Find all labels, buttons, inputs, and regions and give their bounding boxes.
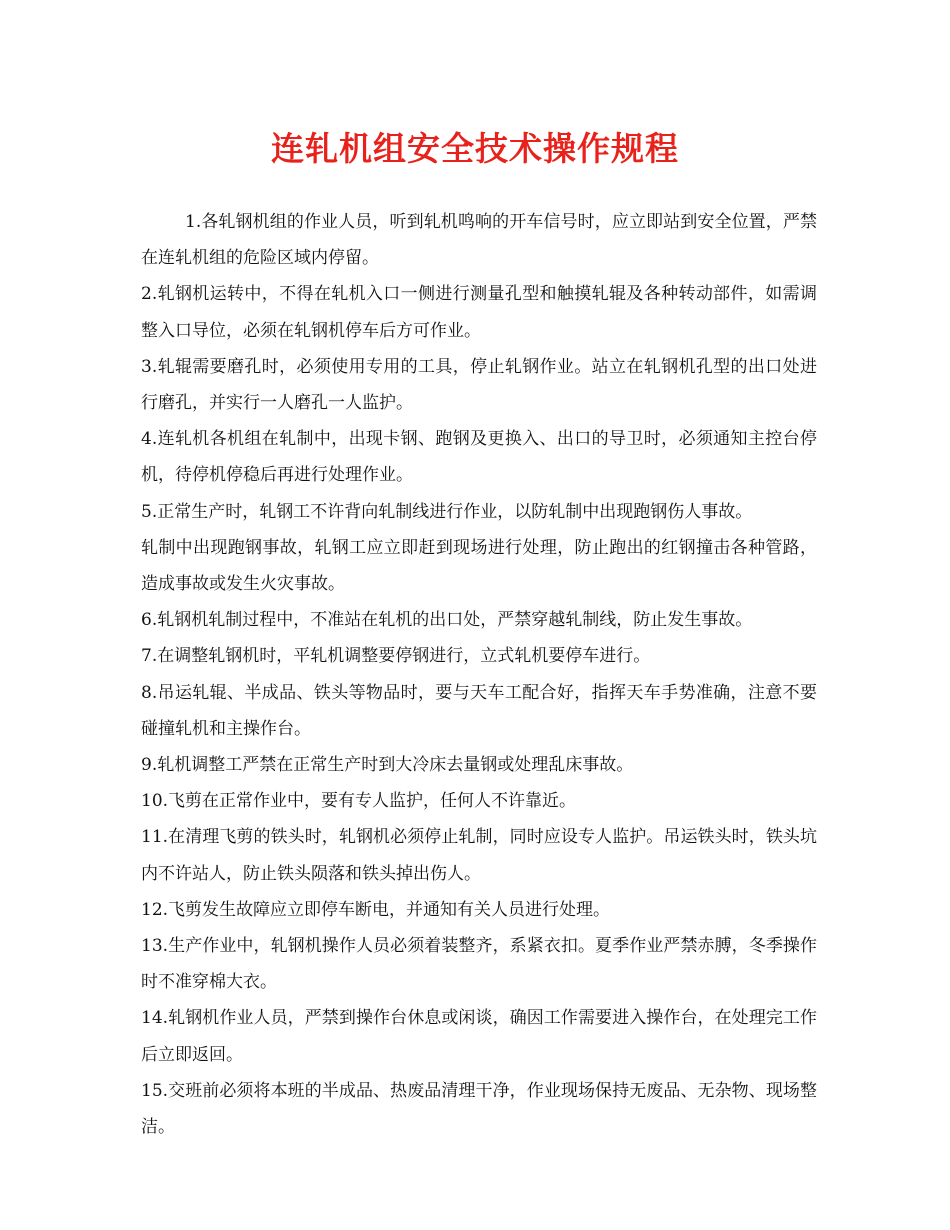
- paragraph-10: 10.飞剪在正常作业中，要有专人监护，任何人不许靠近。: [141, 791, 577, 812]
- paragraph-7: 7.在调整轧钢机时，平轧机调整要停钢进行，立式轧机要停车进行。: [141, 646, 651, 667]
- paragraph-14: 14.轧钢机作业人员，严禁到操作台休息或闲谈，确因工作需要进入操作台，在处理完工作后立即返回。: [141, 1008, 817, 1065]
- paragraph-11: 11.在清理飞剪的铁头时，轧钢机必须停止轧制，同时应设专人监护。吊运铁头时，铁头坑内不许站人，防止铁头陨落和铁头掉出伤人。: [141, 827, 817, 884]
- paragraph-9: 9.轧机调整工严禁在正常生产时到大冷床去量钢或处理乱床事故。: [141, 755, 634, 776]
- paragraph-8: 8.吊运轧辊、半成品、铁头等物品时，要与天车工配合好，指挥天车手势准确，注意不要碰撞轧机和主操作台。: [141, 682, 817, 739]
- paragraph-4: 4.连轧机各机组在轧制中，出现卡钢、跑钢及更换入、出口的导卫时，必须通知主控台停机，待停机停稳后再进行处理作业。: [141, 429, 817, 486]
- paragraph-15: 15.交班前必须将本班的半成品、热废品清理干净，作业现场保持无废品、无杂物、现场整洁。: [141, 1080, 817, 1138]
- paragraph-5: 5.正常生产时，轧钢工不许背向轧制线进行作业，以防轧制中出现跑钢伤人事故。: [141, 501, 753, 522]
- document-title: 连轧机组安全技术操作规程: [271, 129, 679, 168]
- paragraph-3: 3.轧辊需要磨孔时，必须使用专用的工具，停止轧钢作业。站立在轧钢机孔型的出口处进行磨孔，并实行一人磨孔一人监护。: [141, 356, 817, 414]
- document-body: [141, 204, 817, 1145]
- paragraph-2: 2.轧钢机运转中，不得在轧机入口一侧进行测量孔型和触摸轧辊及各种转动部件，如需调整入口导位，必须在轧钢机停车后方可作业。: [141, 284, 817, 341]
- paragraph-12: 12.飞剪发生故障应立即停车断电，并通知有关人员进行处理。: [141, 899, 611, 920]
- paragraph-13: 13.生产作业中，轧钢机操作人员必须着装整齐，系紧衣扣。夏季作业严禁赤膊，冬季操作时不准穿棉大衣。: [141, 936, 817, 993]
- paragraph-5-continued: 轧制中出现跑钢事故，轧钢工应立即赶到现场进行处理，防止跑出的红钢撞击各种管路，造成事故或发生火灾事故。: [141, 537, 817, 595]
- paragraph-6: 6.轧钢机轧制过程中，不准站在轧机的出口处，严禁穿越轧制线，防止发生事故。: [141, 610, 753, 631]
- paragraph-1: 1.各轧钢机组的作业人员，听到轧机鸣响的开车信号时，应立即站到安全位置，严禁在连轧机组的危险区域内停留。: [141, 212, 817, 269]
